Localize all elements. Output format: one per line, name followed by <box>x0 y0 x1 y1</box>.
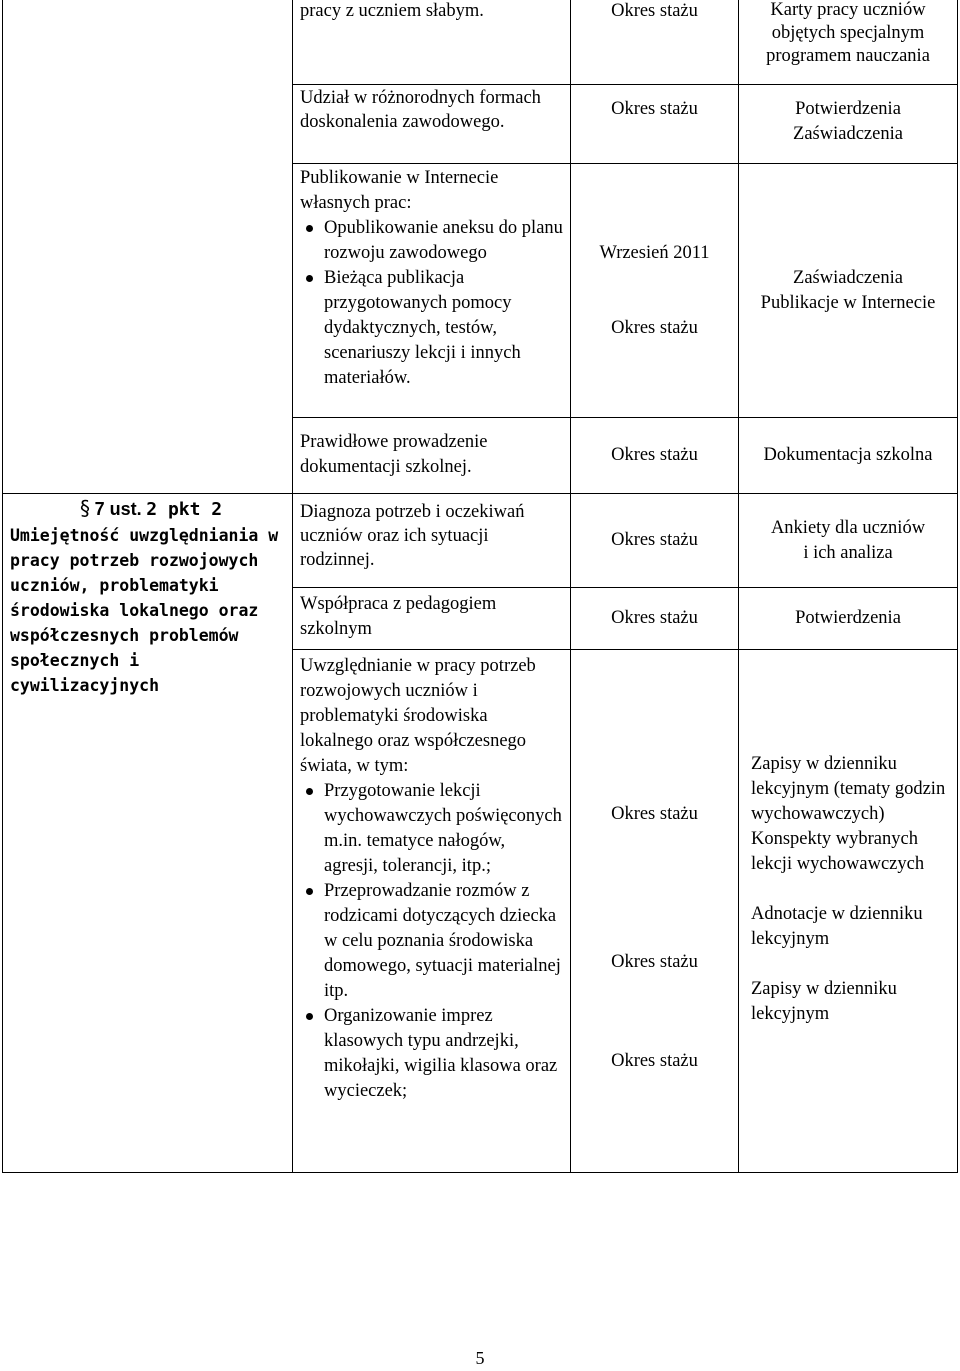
term-text: Okres stażu <box>611 952 698 972</box>
evidence-cell <box>739 588 958 650</box>
evidence-text: Potwierdzenia <box>795 608 901 628</box>
list-item: Bieżąca publikacja przygotowanych pomocy dydaktycznych, testów, scenariuszy lekcji i innych materiałów. <box>324 266 563 391</box>
term-cell <box>571 85 739 164</box>
evidence-text: Adnotacje w dzienniku lekcyjnym <box>751 904 923 949</box>
standard-title: Umiejętność uwzględniania w pracy potrzeb rozwojowych uczniów, problematyki środowiska lokalnego oraz współczesnych problemów społecznych i cywilizacyjnych <box>10 526 279 695</box>
evidence-text: i ich analiza <box>803 542 893 563</box>
evidence-text: Zaświadczenia <box>793 124 903 144</box>
term-cell <box>571 588 739 650</box>
bullet-icon <box>306 888 313 895</box>
standard-number: 7 ust. <box>94 499 142 519</box>
term-text: Okres stażu <box>611 1 698 21</box>
evidence-text: Zaświadczenia <box>793 267 903 288</box>
evidence-text: Ankiety dla uczniów <box>770 517 926 538</box>
evidence-text: Potwierdzenia <box>795 99 901 119</box>
task-cell <box>293 494 571 588</box>
task-text: Prawidłowe prowadzenie dokumentacji szkolnej. <box>300 432 488 477</box>
term-text: Okres stażu <box>611 530 698 550</box>
term-cell <box>571 164 739 418</box>
task-bullet-list <box>300 216 563 391</box>
task-text: Uwzględnianie w pracy potrzeb rozwojowych uczniów i problematyki środowiska lokalnego oraz współczesnego świata, w tym: <box>300 656 536 776</box>
term-text: Okres stażu <box>611 1051 698 1071</box>
bullet-icon <box>306 275 313 282</box>
bullet-icon <box>306 225 313 232</box>
evidence-text: Publikacje w Internecie <box>760 292 936 313</box>
task-cell <box>293 164 571 418</box>
evidence-cell <box>739 85 958 164</box>
evidence-text: Karty pracy uczniów objętych specjalnym programem nauczania <box>766 0 930 66</box>
task-cell <box>293 0 571 85</box>
development-plan-table <box>2 0 958 1173</box>
task-text: Publikowanie w Internecie własnych prac: <box>300 168 499 213</box>
task-cell <box>293 418 571 494</box>
task-text: Współpraca z pedagogiem szkolnym <box>300 594 497 639</box>
standard-heading <box>10 496 285 523</box>
empty-standard-cell <box>3 0 293 494</box>
list-item: Opublikowanie aneksu do planu rozwoju zawodowego <box>324 216 563 266</box>
term-cell <box>571 0 739 85</box>
bullet-icon <box>306 1013 313 1020</box>
list-item: Przygotowanie lekcji wychowawczych poświęconych m.in. tematyce nałogów, agresji, tolerancji, itp.; <box>324 779 563 879</box>
standard-cell <box>3 494 293 1173</box>
evidence-text: Dokumentacja szkolna <box>763 445 933 465</box>
term-cell <box>571 494 739 588</box>
term-cell <box>571 650 739 1173</box>
table-row <box>3 494 958 588</box>
task-cell <box>293 650 571 1173</box>
term-text: Okres stażu <box>611 317 698 338</box>
evidence-text: Zapisy w dzienniku lekcyjnym <box>751 979 897 1024</box>
evidence-cell <box>739 164 958 418</box>
evidence-cell <box>739 0 958 85</box>
term-text: Okres stażu <box>611 445 698 465</box>
evidence-cell <box>739 418 958 494</box>
task-bullet-list <box>300 779 563 1104</box>
task-text: pracy z uczniem słabym. <box>300 1 484 21</box>
table-row <box>3 0 958 85</box>
bullet-icon <box>306 788 313 795</box>
list-item: Przeprowadzanie rozmów z rodzicami dotyczących dziecka w celu poznania środowiska domowego, sytuacji materialnej itp. <box>324 879 563 1004</box>
task-text: Diagnoza potrzeb i oczekiwań uczniów oraz ich sytuacji rodzinnej. <box>300 502 525 570</box>
standard-points: 2 pkt 2 <box>146 499 223 520</box>
term-text: Okres stażu <box>611 608 698 628</box>
task-cell <box>293 588 571 650</box>
paragraph-sign: § <box>80 496 90 520</box>
evidence-cell <box>739 650 958 1173</box>
term-text: Wrzesień 2011 <box>599 242 710 263</box>
term-cell <box>571 418 739 494</box>
task-cell <box>293 85 571 164</box>
task-text: Udział w różnorodnych formach doskonalenia zawodowego. <box>300 88 541 132</box>
evidence-text: Zapisy w dzienniku lekcyjnym (tematy godzin wychowawczych) Konspekty wybranych lekcji wychowawczych <box>751 754 946 874</box>
list-item: Organizowanie imprez klasowych typu andrzejki, mikołajki, wigilia klasowa oraz wycieczek; <box>324 1004 563 1104</box>
term-text: Okres stażu <box>611 99 698 119</box>
evidence-cell <box>739 494 958 588</box>
page-number: 5 <box>475 1348 485 1368</box>
term-text: Okres stażu <box>611 804 698 824</box>
